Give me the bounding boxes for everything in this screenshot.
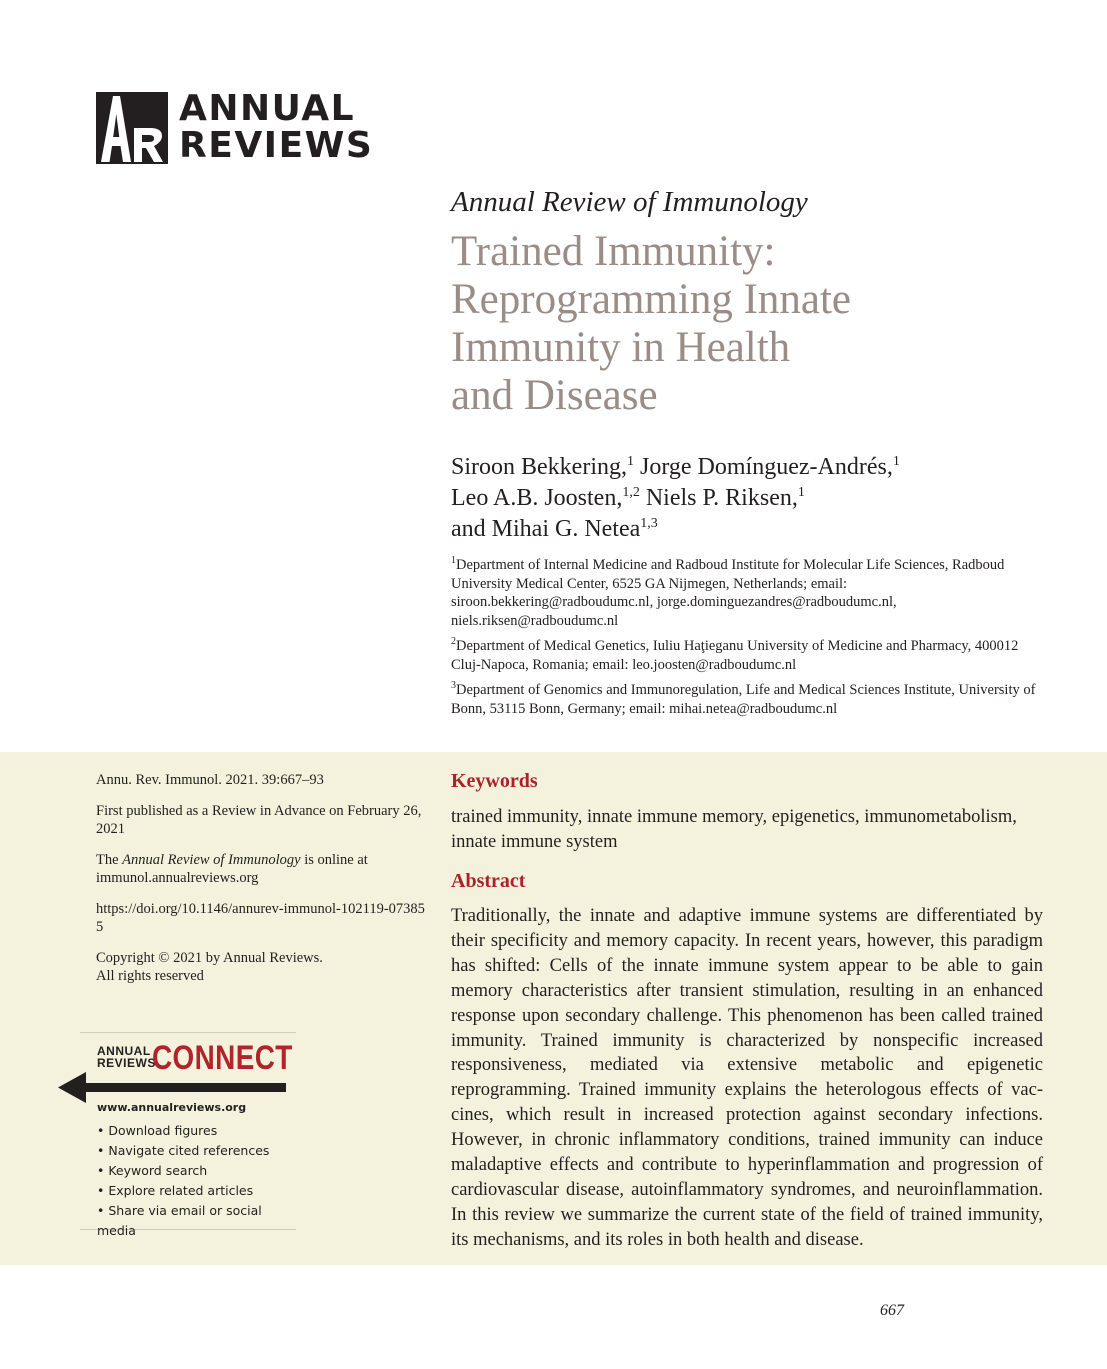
author-affiliation-mark: 1 xyxy=(797,485,805,500)
author-name: Leo A.B. Joosten, xyxy=(451,485,623,511)
author-name: Niels P. Riksen, xyxy=(645,485,798,511)
affiliation-text: Department of Internal Medicine and Radboud Institute for Molecular Life Sciences, Radboud University Medical Center, 6525 GA Nijmegen, Netherlands; email: siroon.bekkering@radboudumc.nl, jorge.dominguezandres@radboudumc.nl, niels.riksen@radboudumc.nl xyxy=(451,557,1005,629)
journal-name: Annual Review of Immunology xyxy=(451,186,808,218)
connect-wordmark: CONNECT xyxy=(152,1039,293,1077)
logo-wordmark xyxy=(179,90,373,164)
logo-line-2: REVIEWS xyxy=(179,125,374,166)
online-suffix: is online at immunol.annualreviews.org xyxy=(96,851,368,886)
list-item: • Keyword search xyxy=(97,1163,208,1178)
affiliation-number: 3 xyxy=(451,680,456,692)
author-affiliation-mark: 1,2 xyxy=(622,485,640,500)
affiliation-text: Department of Genomics and Immunoregulation, Life and Medical Sciences Institute, University of Bonn, 53115 Bonn, Germany; email: mihai.netea@radboudumc.nl xyxy=(451,682,1036,717)
connect-url[interactable]: www.annualreviews.org xyxy=(97,1101,247,1114)
title-line: Reprogramming Innate xyxy=(451,276,852,323)
online-info xyxy=(96,851,426,888)
first-published: First published as a Review in Advance on February 26, 2021 xyxy=(96,802,422,837)
affiliation xyxy=(451,556,1051,630)
author-affiliation-mark: 1 xyxy=(892,454,900,469)
annual-reviews-logo xyxy=(96,88,376,166)
connect-ar-line-2: REVIEWS xyxy=(97,1056,156,1070)
article-title xyxy=(451,228,1071,420)
title-line: Trained Immunity: xyxy=(451,228,776,275)
affiliation-list xyxy=(451,556,1051,725)
author-name: Siroon Bekkering, xyxy=(451,454,627,480)
connect-ar-line-1: ANNUAL xyxy=(97,1044,151,1058)
list-item: • Download figures xyxy=(97,1123,218,1138)
page-number: 667 xyxy=(880,1302,904,1319)
affiliation xyxy=(451,681,1051,718)
title-line: and Disease xyxy=(451,372,658,419)
author-line xyxy=(451,452,1071,483)
list-item: • Share via email or social media xyxy=(97,1203,262,1238)
copyright-line: Copyright © 2021 by Annual Reviews. xyxy=(96,949,323,966)
citation-sidebar xyxy=(96,771,426,998)
copyright xyxy=(96,949,426,986)
title-line: Immunity in Health xyxy=(451,324,791,371)
abstract-heading: Abstract xyxy=(451,870,526,892)
ar-monogram-icon xyxy=(96,92,168,164)
author-line xyxy=(451,514,1071,545)
rights-line: All rights reserved xyxy=(96,968,204,984)
online-journal: Annual Review of Immunology xyxy=(122,851,301,868)
online-prefix: The xyxy=(96,851,123,868)
citation-reference: Annu. Rev. Immunol. 2021. 39:667–93 xyxy=(96,772,324,788)
author-list xyxy=(451,452,1071,545)
logo-line-1: ANNUAL xyxy=(179,88,356,129)
affiliation-number: 2 xyxy=(451,636,456,648)
affiliation-text: Department of Medical Genetics, Iuliu Haţieganu University of Medicine and Pharmacy, 400012 Cluj-Napoca, Romania; email: leo.joosten@radboudumc.nl xyxy=(451,638,1019,673)
connect-ar-label xyxy=(97,1045,156,1069)
author-affiliation-mark: 1 xyxy=(626,454,634,469)
doi-link[interactable]: https://doi.org/10.1146/annurev-immunol-102119-073855 xyxy=(96,900,425,935)
affiliation xyxy=(451,637,1051,674)
abstract-text: Traditionally, the innate and adaptive immune systems are differentiated by their specificity and memory capacity. In recent years, however, this paradigm has shifted: Cells of the innate immune system appear to be able to gain memory characteristics after transient stimulation, resulting in an enhanced response upon secondary challenge. This phenomenon has been called trained immunity. Trained immunity is characterized by nonspecific increased responsiveness, mediated via extensive metabolic and epigenetic reprogramming. Trained immunity explains the heterologous effects of vaccines, which result in increased protection against secondary infections. However, in chronic inflammatory conditions, trained immunity can induce maladaptive effects and contribute to hyperinflammation and progression of cardiovascular disease, autoinflammatory syndromes, and neuroinflammation. In this review we summarize the current state of the field of trained immunity, its mechanisms, and its roles in both health and disease. xyxy=(451,906,1043,1250)
keywords-heading: Keywords xyxy=(451,770,538,792)
author-line xyxy=(451,483,1071,514)
connect-feature-list xyxy=(97,1121,296,1241)
list-item: • Explore related articles xyxy=(97,1183,254,1198)
affiliation-number: 1 xyxy=(451,555,456,567)
author-name: Jorge Domínguez-Andrés, xyxy=(639,454,893,480)
keywords-text: trained immunity, innate immune memory, epigenetics, immunometabolism, innate immune system xyxy=(451,807,1017,852)
author-name: and Mihai G. Netea xyxy=(451,516,641,542)
annual-reviews-connect-box[interactable] xyxy=(80,1032,296,1238)
list-item: • Navigate cited references xyxy=(97,1143,270,1158)
author-affiliation-mark: 1,3 xyxy=(640,516,658,531)
arrow-left-icon xyxy=(58,1071,288,1103)
